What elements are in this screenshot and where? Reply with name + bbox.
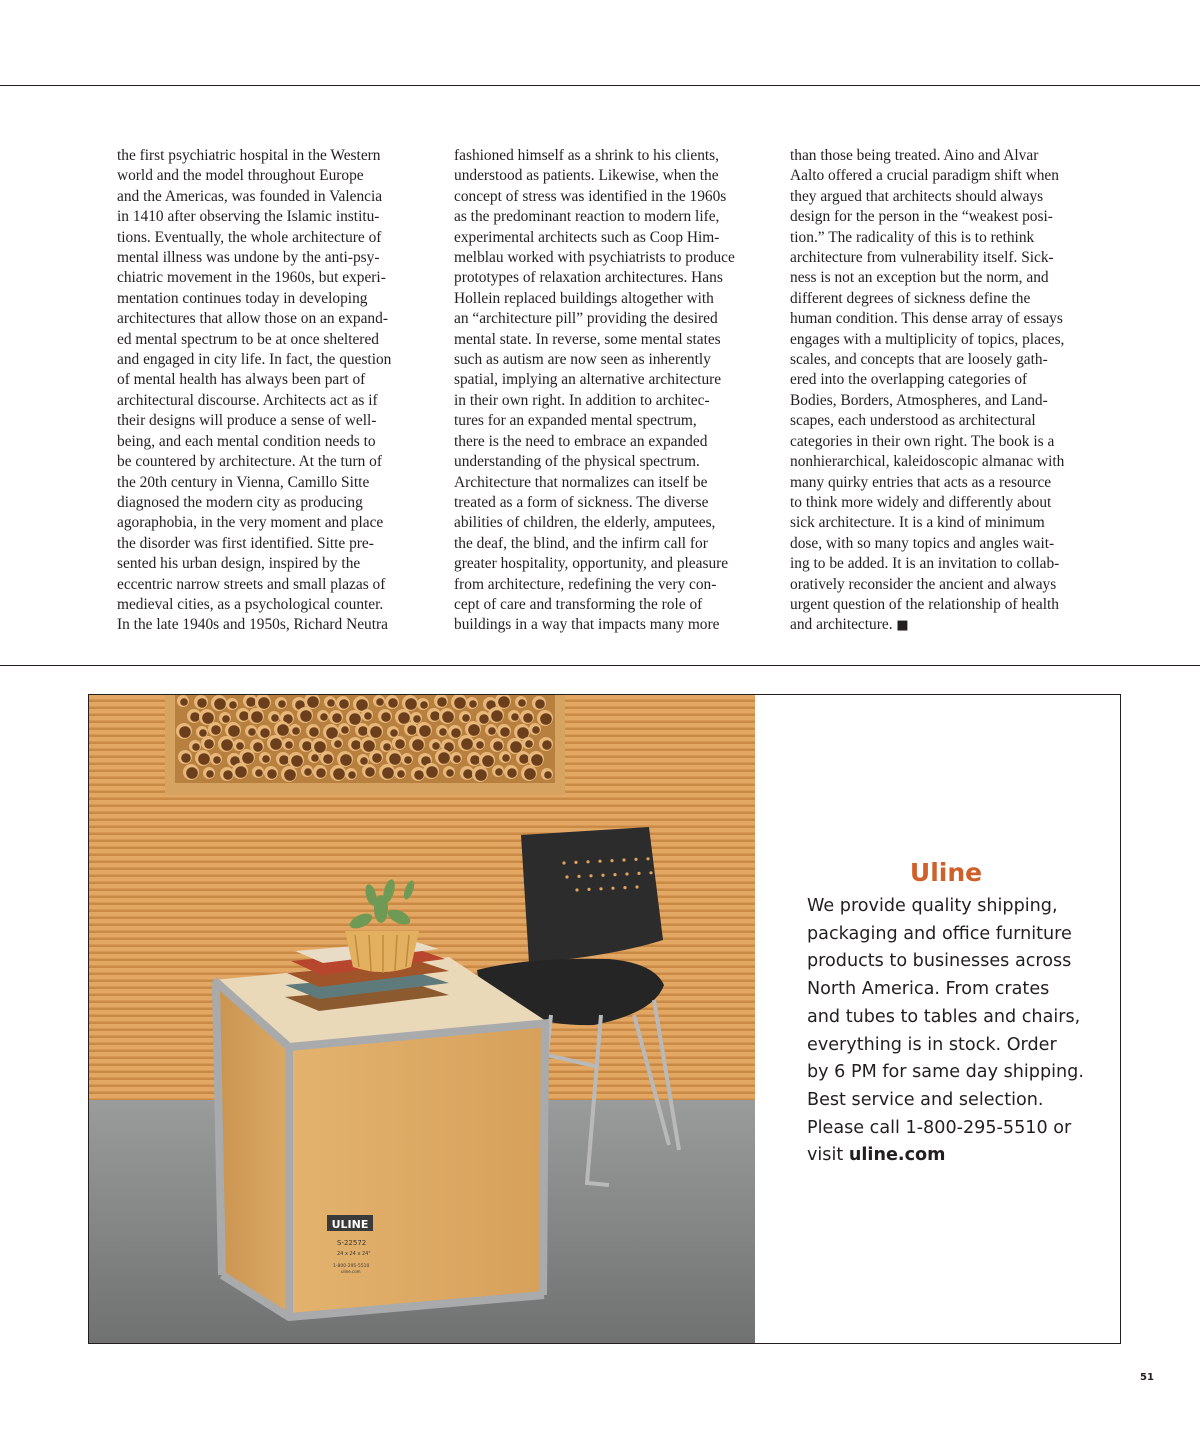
ad-url-link[interactable]: uline.com [848,1145,946,1166]
tube-hole [332,713,342,723]
chair-hole [637,872,640,875]
article-line: engages with a multiplicity of topics, places, [790,330,1065,348]
tube-hole [236,742,244,750]
tube-hole [242,752,254,764]
tube-hole [356,699,368,711]
article-line: scales, and concepts that are loosely gath- [790,351,1048,369]
tube-hole [500,727,510,737]
tube-hole [246,697,256,707]
tube-hole [262,755,270,763]
article-line: different degrees of sickness define the [790,289,1031,307]
article-line: In the late 1940s and 1950s, Richard Neutra [117,616,388,634]
tube-hole [291,755,303,767]
ad-body-last-line: visit uline.com [807,1145,946,1166]
article-line: agoraphobia, in the very moment and place [117,514,384,532]
tube-hole [181,753,191,763]
tube-hole [339,699,349,709]
ad-body-line: Please call 1-800-295-5510 or [807,1117,1072,1138]
chair-hole [599,887,602,890]
article-line: tion.” The radicality of this is to rethink [790,228,1035,246]
tube-hole [180,698,188,706]
ad-body-line: North America. From crates [807,979,1050,1000]
tube-hole [491,710,503,722]
tube-hole [493,741,503,751]
article-line: treated as a form of sickness. The diverse [454,493,709,511]
article-line: to think more widely and differently about [790,493,1052,511]
tube-wall-art [165,695,565,795]
ad-body [807,893,1107,1170]
tube-hole [507,768,517,778]
article-line: oratively reconsider the ancient and always [790,575,1057,593]
article-line: mental illness was undone by the anti-psy- [117,249,380,267]
tube-hole [542,740,552,750]
tube-hole [381,712,391,722]
ad-body-line: packaging and office furniture [807,923,1072,944]
chair-hole [623,886,626,889]
tube-hole [453,755,461,763]
chair-hole [610,859,613,862]
article-line: understanding of the physical spectrum. [454,453,700,471]
tube-hole [397,770,405,778]
tube-hole [430,711,440,721]
tube-hole [253,742,263,752]
tube-hole [495,768,503,776]
article-line: buildings in a way that impacts many more [454,616,720,634]
tube-hole [255,769,263,777]
tube-hole [442,711,454,723]
ad-body-line: We provide quality shipping, [807,896,1058,916]
chair-hole [586,860,589,863]
article-line: Bodies, Borders, Atmospheres, and Land- [790,391,1048,409]
tube-hole [300,710,312,722]
tube-hole [334,740,342,748]
tube-hole [358,726,368,736]
tube-hole [211,725,221,735]
article-line: abilities of children, the elderly, amputees, [454,514,716,532]
tube-hole [390,729,398,737]
tube-hole [314,741,326,753]
tube-hole [284,769,296,781]
tube-hole [333,768,345,780]
tube-hole [179,726,191,738]
tube-hole [302,741,312,751]
crate-label-size: 24 x 24 x 24" [337,1251,371,1257]
tube-hole [446,769,454,777]
article-line: they argued that architects should always [790,187,1044,205]
article-line: ed mental spectrum to be at once sheltered [117,330,379,348]
tube-hole [271,714,279,722]
tube-hole [517,727,529,739]
chair-hole [611,887,614,890]
tube-hole [248,728,256,736]
tube-hole [469,700,477,708]
chair-hole [575,888,578,891]
tube-hole [192,743,200,751]
article-line: Architecture that normalizes can itself be [454,473,708,491]
tube-hole [206,770,214,778]
article-line: Aalto offered a crucial paradigm shift when [790,167,1059,185]
article-line: understood as patients. Likewise, when the [454,167,719,185]
article-line: chiatric movement in the 1960s, but experi- [117,269,386,287]
top-rule [0,85,1200,86]
article-line: prototypes of relaxation architectures. Hans [454,269,723,287]
ad-body-line: everything is in stock. Order [807,1034,1057,1055]
article-column-1 [117,146,417,636]
article-line: architectures that allow those on an expand- [117,310,388,328]
article-line: nonhierarchical, kaleidoscopic almanac with [790,453,1065,471]
tube-hole [197,698,207,708]
tube-hole [470,755,480,765]
article-line: of mental health has always been part of [117,371,366,389]
tube-hole [395,739,405,749]
article-line: in their own right. In addition to architec- [454,391,710,409]
tube-hole [535,699,545,709]
ad-body-line: by 6 PM for same day shipping. [807,1062,1084,1083]
tube-hole [438,752,450,764]
chair-hole [649,871,652,874]
article-line: fashioned himself as a shrink to his clients, [454,147,720,164]
tube-hole [198,753,210,765]
article-line: categories in their own right. The book is a [790,432,1055,450]
article-line: an “architecture pill” providing the desired [454,310,718,328]
ad-photo [89,695,755,1343]
tube-hole [413,715,421,723]
ad-body-line: Best service and selection. [807,1089,1044,1110]
ad-brand: Uline [909,858,983,887]
article-line: from architecture, redefining the very con- [454,575,717,593]
tube-hole [320,713,328,721]
article-line: the 20th century in Vienna, Camillo Sitte [117,473,370,491]
tube-hole [524,768,536,780]
tube-hole [414,770,424,780]
tube-hole [479,714,489,724]
article-line: in 1410 after observing the Islamic institu- [117,208,380,226]
chair-hole [565,875,568,878]
tube-hole [540,713,552,725]
article-line: diagnosed the modern city as producing [117,493,363,511]
tube-hole [412,739,424,751]
tube-hole [267,769,277,779]
article-line: mentation continues today in developing [117,289,368,307]
tube-hole [229,701,237,709]
article-column-2 [454,146,754,636]
tube-hole [186,767,198,779]
article-line: be countered by architecture. At the turn of [117,453,382,471]
article-line: the disorder was first identified. Sitte pre- [117,534,374,552]
tube-hole [419,725,431,737]
article-last-line: and architecture. ■ [790,616,909,634]
tube-hole [341,726,349,734]
tube-hole [519,754,529,764]
article-line: ness is not an exception but the norm, and [790,269,1049,287]
article-line: spatial, implying an alternative architecture [454,371,722,389]
tube-hole [307,696,319,708]
tube-hole [278,700,286,708]
tube-hole [285,741,293,749]
article-line: ered into the overlapping categories of [790,371,1028,389]
article-line: the first psychiatric hospital in the Western [117,147,381,164]
article-line: than those being treated. Aino and Alvar [790,147,1039,164]
article-line: such as autism are now seen as inherently [454,351,711,369]
tube-hole [461,738,473,750]
tube-hole [277,724,289,736]
article-line: architecture from vulnerability itself. Sick- [790,249,1054,267]
section-rule [0,665,1200,666]
article-column-3 [790,146,1090,637]
tube-hole [488,727,496,735]
tube-hole [349,713,361,725]
crate-label-brand: ULINE [331,1218,369,1231]
chair-hole [634,858,637,861]
tube-hole [199,729,207,737]
tube-hole [223,770,233,780]
uline-advertisement[interactable] [88,694,1121,1344]
article-line: ing to be added. It is an invitation to collab- [790,555,1060,573]
tube-hole [432,742,440,750]
tube-hole [518,699,526,707]
tube-hole [222,715,230,723]
tube-hole [398,712,410,724]
article-line: as the predominant reaction to modern life, [454,208,720,226]
chair-hole [562,861,565,864]
tube-hole [292,727,300,735]
crate [214,957,549,1317]
tube-hole [235,766,247,778]
article-line: eccentric narrow streets and small plazas of [117,575,386,593]
tube-hole [463,769,473,779]
tube-hole [532,726,540,734]
tube-hole [523,713,533,723]
tube-hole [351,740,361,750]
tube-hole [482,755,494,767]
tube-hole [279,755,289,765]
chair-hole [646,857,649,860]
tube-hole [239,711,249,721]
tube-hole [404,756,412,764]
article-line: scapes, each understood as architectural [790,412,1036,430]
article-line: urgent question of the relationship of health [790,595,1059,613]
article-line: many quirky entries that acts as a resource [790,473,1052,491]
tube-hole [510,741,522,753]
article-line: dose, with so many topics and angles wait- [790,534,1055,552]
ad-copy [807,855,1107,1170]
article-line: and the Americas, was founded in Valencia [117,187,383,205]
tube-hole [304,768,312,776]
chair-hole [587,888,590,891]
chair-hole [574,861,577,864]
tube-hole [525,740,533,748]
article-line: design for the person in the “weakest posi- [790,208,1053,226]
end-mark: ■ [896,618,909,634]
chair-hole [598,860,601,863]
article-line: concept of stress was identified in the 1960s [454,187,727,205]
tube-hole [439,728,447,736]
tube-hole [309,727,319,737]
tube-hole [372,753,382,763]
article-line: there is the need to embrace an expanded [454,432,708,450]
tube-hole [468,724,480,736]
tube-hole [348,771,356,779]
tube-hole [475,769,487,781]
article-line: sick architecture. It is a kind of minimum [790,514,1045,532]
tube-hole [214,698,226,710]
page-number: 51 [1140,1372,1154,1383]
article-line: sented his urban design, inspired by the [117,555,361,573]
tube-hole [531,754,543,766]
crate-label-phone: 1-800-295-5510 [333,1264,370,1269]
tube-hole [204,739,214,749]
article-line: greater hospitality, opportunity, and pleasure [454,555,729,573]
tube-hole [202,712,214,724]
tube-hole [258,697,270,709]
tube-hole [340,754,352,766]
tube-hole [451,728,461,738]
article-line: human condition. This dense array of essays [790,310,1063,328]
chair-hole [601,874,604,877]
tube-hole [370,726,382,738]
tube-hole [476,741,484,749]
tube-hole [376,698,384,706]
article-line: the deaf, the blind, and the infirm call for [454,534,708,552]
article-line: melblau worked with psychiatrists to produce [454,249,735,267]
article-line: mental state. In reverse, some mental states [454,330,721,348]
article-line: and engaged in city life. In fact, the question [117,351,392,369]
tube-hole [213,756,221,764]
tube-hole [511,713,519,721]
tube-hole [388,698,398,708]
article-line: experimental architects such as Coop Him- [454,228,720,246]
tube-hole [437,697,447,707]
tube-hole [462,714,470,722]
chair-hole [589,874,592,877]
tube-hole [190,712,200,722]
ad-body-line: products to businesses across [807,951,1072,972]
tube-hole [426,766,438,778]
article-line: cept of care and transforming the role of [454,595,703,613]
tube-hole [405,698,417,710]
tube-hole [326,727,338,739]
ad-body-line: and tubes to tables and chairs, [807,1006,1081,1027]
article-line: being, and each mental condition needs to [117,432,376,450]
chair-hole [625,872,628,875]
article-line: medieval cities, as a psychological counter. [117,595,384,613]
tube-hole [327,699,335,707]
chair-hole [613,873,616,876]
tube-hole [363,740,375,752]
tube-hole [420,701,428,709]
chair-hole [577,875,580,878]
tube-hole [323,754,333,764]
tube-hole [251,711,263,723]
tube-hole [228,725,240,737]
tube-hole [260,728,270,738]
article-line: tures for an expanded mental spectrum, [454,412,697,430]
tube-hole [364,712,372,720]
tube-hole [221,739,233,751]
tube-hole [360,757,368,765]
tube-hole [454,697,466,709]
tube-hole [383,743,391,751]
crate-label-site: uline.com [341,1269,361,1274]
tube-hole [316,768,326,778]
tube-hole [382,767,394,779]
tube-hole [270,738,282,750]
tube-hole [365,767,375,777]
article-line: their designs will produce a sense of well- [117,412,377,430]
tube-hole [407,725,417,735]
tube-hole [502,754,510,762]
article-line: architectural discourse. Architects act as if [117,391,378,409]
tube-hole [389,753,401,765]
article-line: Hollein replaced buildings altogether with [454,289,714,307]
article-line: world and the model throughout Europe [117,167,364,185]
article-line: tions. Eventually, the whole architecture of [117,228,382,246]
tube-hole [311,754,319,762]
chair-hole [635,885,638,888]
crate-label-model: S-22572 [337,1239,367,1247]
tube-hole [544,771,552,779]
tube-hole [498,696,510,708]
chair-hole [622,858,625,861]
